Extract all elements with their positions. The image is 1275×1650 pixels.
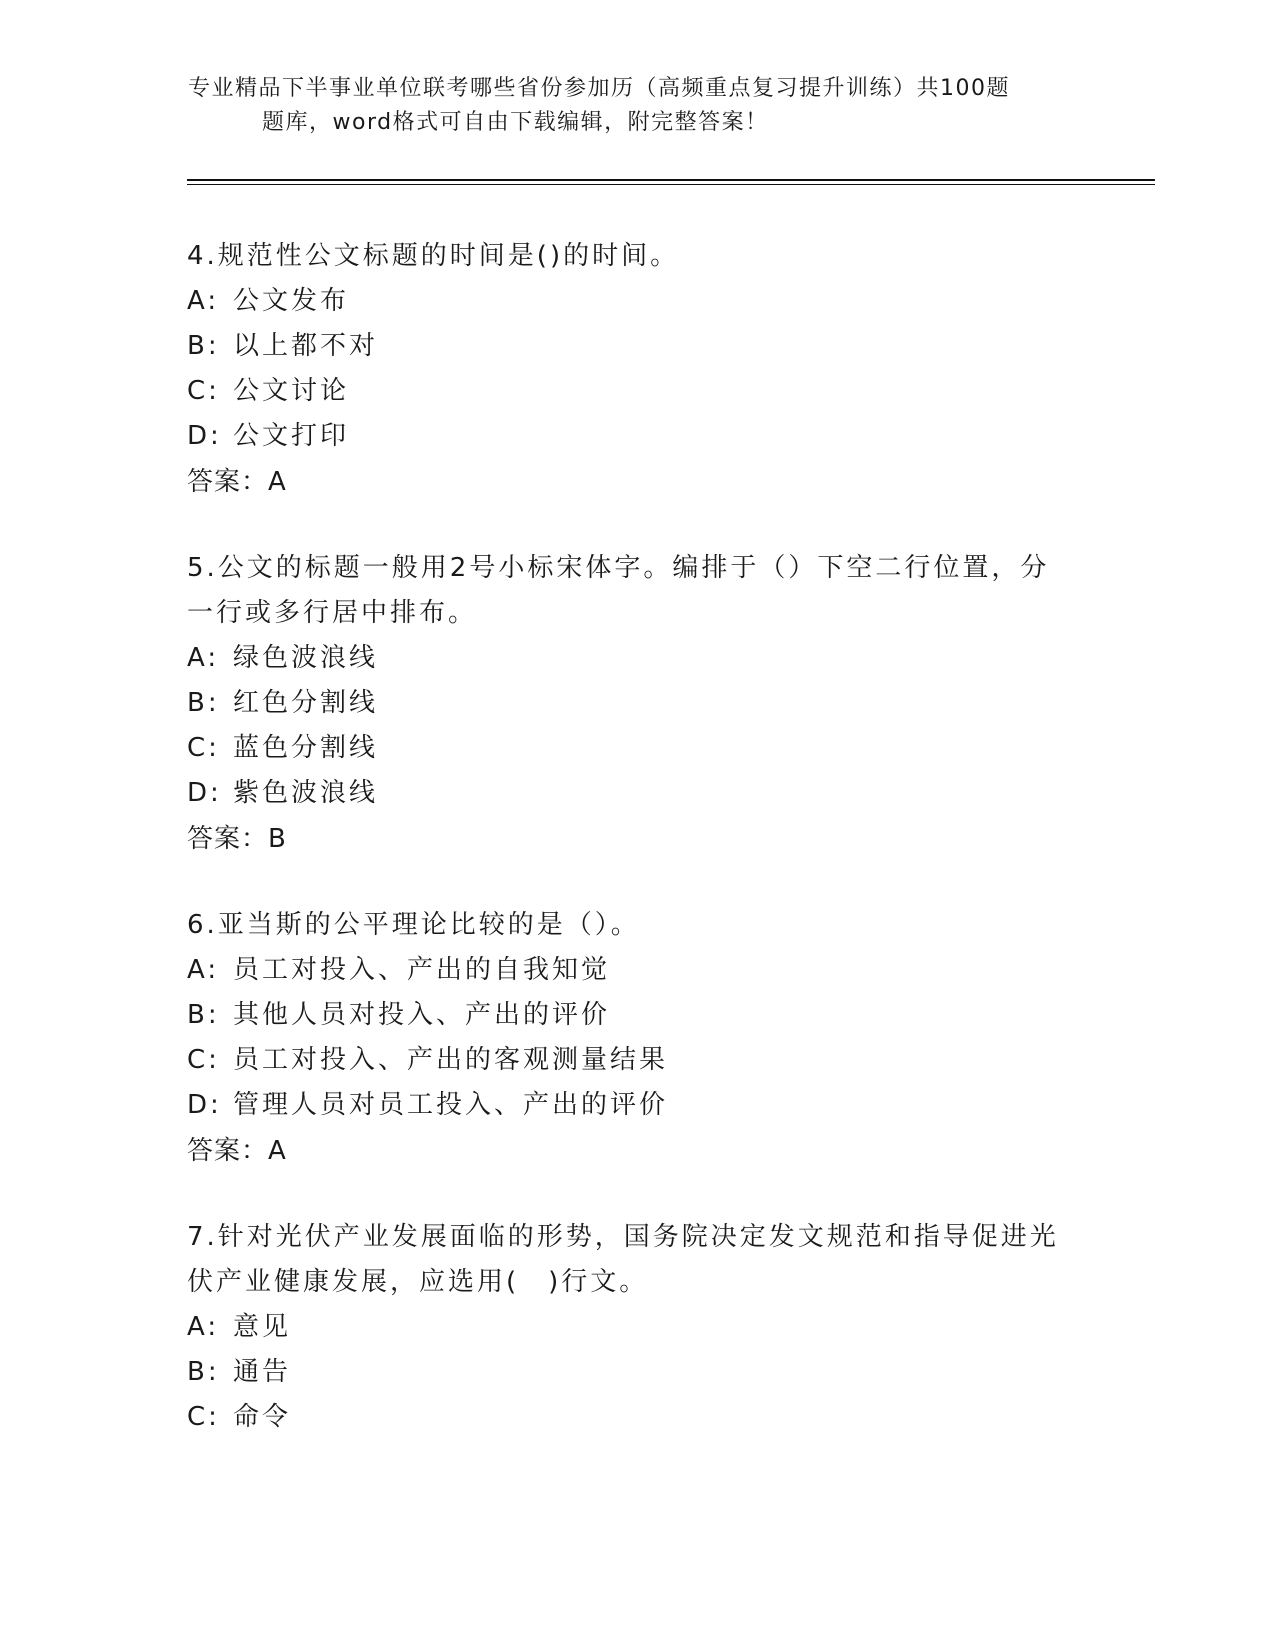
option-text: 命令 xyxy=(233,1402,292,1432)
option-c xyxy=(187,726,1067,771)
header-divider-thin xyxy=(187,184,1155,185)
answer-line: 答案：A xyxy=(187,467,287,497)
option-b xyxy=(187,993,1067,1038)
option-letter: A: xyxy=(187,955,220,985)
option-text: 公文发布 xyxy=(233,286,350,316)
option-d xyxy=(187,771,1067,816)
option-b xyxy=(187,1350,1067,1395)
option-letter: A: xyxy=(187,643,220,673)
option-letter: B: xyxy=(187,1000,220,1030)
question-item xyxy=(187,234,1067,505)
option-text: 绿色波浪线 xyxy=(233,643,379,673)
option-letter: C: xyxy=(187,1045,220,1075)
header-divider-thick xyxy=(187,179,1155,181)
question-list xyxy=(187,234,1067,1481)
question-item xyxy=(187,546,1067,862)
question-stem: 6.亚当斯的公平理论比较的是（）。 xyxy=(187,910,640,940)
header-title-line-1: 专业精品下半事业单位联考哪些省份参加历（高频重点复习提升训练）共100题 xyxy=(188,76,1010,101)
option-text: 红色分割线 xyxy=(233,688,379,718)
option-text: 通告 xyxy=(233,1357,292,1387)
answer-line: 答案：B xyxy=(187,824,287,854)
option-letter: B: xyxy=(187,688,220,718)
option-text: 员工对投入、产出的自我知觉 xyxy=(233,955,611,985)
option-d xyxy=(187,1083,1067,1128)
option-b xyxy=(187,324,1067,369)
option-c xyxy=(187,369,1067,414)
option-letter: B: xyxy=(187,1357,220,1387)
option-letter: C: xyxy=(187,376,220,406)
option-a xyxy=(187,279,1067,324)
question-item xyxy=(187,903,1067,1174)
option-a xyxy=(187,636,1067,681)
option-a xyxy=(187,1305,1067,1350)
option-text: 意见 xyxy=(233,1312,292,1342)
option-letter: C: xyxy=(187,733,220,763)
option-text: 员工对投入、产出的客观测量结果 xyxy=(233,1045,669,1075)
option-c xyxy=(187,1395,1067,1440)
option-letter: A: xyxy=(187,1312,220,1342)
option-text: 蓝色分割线 xyxy=(233,733,379,763)
option-text: 管理人员对员工投入、产出的评价 xyxy=(233,1090,669,1120)
document-header xyxy=(188,72,1068,140)
question-stem: 4.规范性公文标题的时间是()的时间。 xyxy=(187,241,680,271)
answer-line: 答案：A xyxy=(187,1136,287,1166)
option-b xyxy=(187,681,1067,726)
option-letter: D: xyxy=(187,778,222,808)
option-text: 以上都不对 xyxy=(233,331,379,361)
question-item xyxy=(187,1215,1067,1440)
option-letter: D: xyxy=(187,421,222,451)
option-letter: B: xyxy=(187,331,220,361)
question-stem: 5.公文的标题一般用2号小标宋体字。编排于（）下空二行位置，分一行或多行居中排布。 xyxy=(187,553,1050,628)
option-text: 公文打印 xyxy=(233,421,350,451)
option-letter: C: xyxy=(187,1402,220,1432)
option-text: 其他人员对投入、产出的评价 xyxy=(233,1000,611,1030)
option-a xyxy=(187,948,1067,993)
header-title-line-2: 题库，word格式可自由下载编辑，附完整答案！ xyxy=(262,110,769,135)
option-c xyxy=(187,1038,1067,1083)
option-letter: A: xyxy=(187,286,220,316)
option-d xyxy=(187,414,1067,459)
option-text: 公文讨论 xyxy=(233,376,350,406)
question-stem: 7.针对光伏产业发展面临的形势，国务院决定发文规范和指导促进光伏产业健康发展，应选用( )行文。 xyxy=(187,1222,1059,1297)
option-letter: D: xyxy=(187,1090,222,1120)
option-text: 紫色波浪线 xyxy=(233,778,379,808)
